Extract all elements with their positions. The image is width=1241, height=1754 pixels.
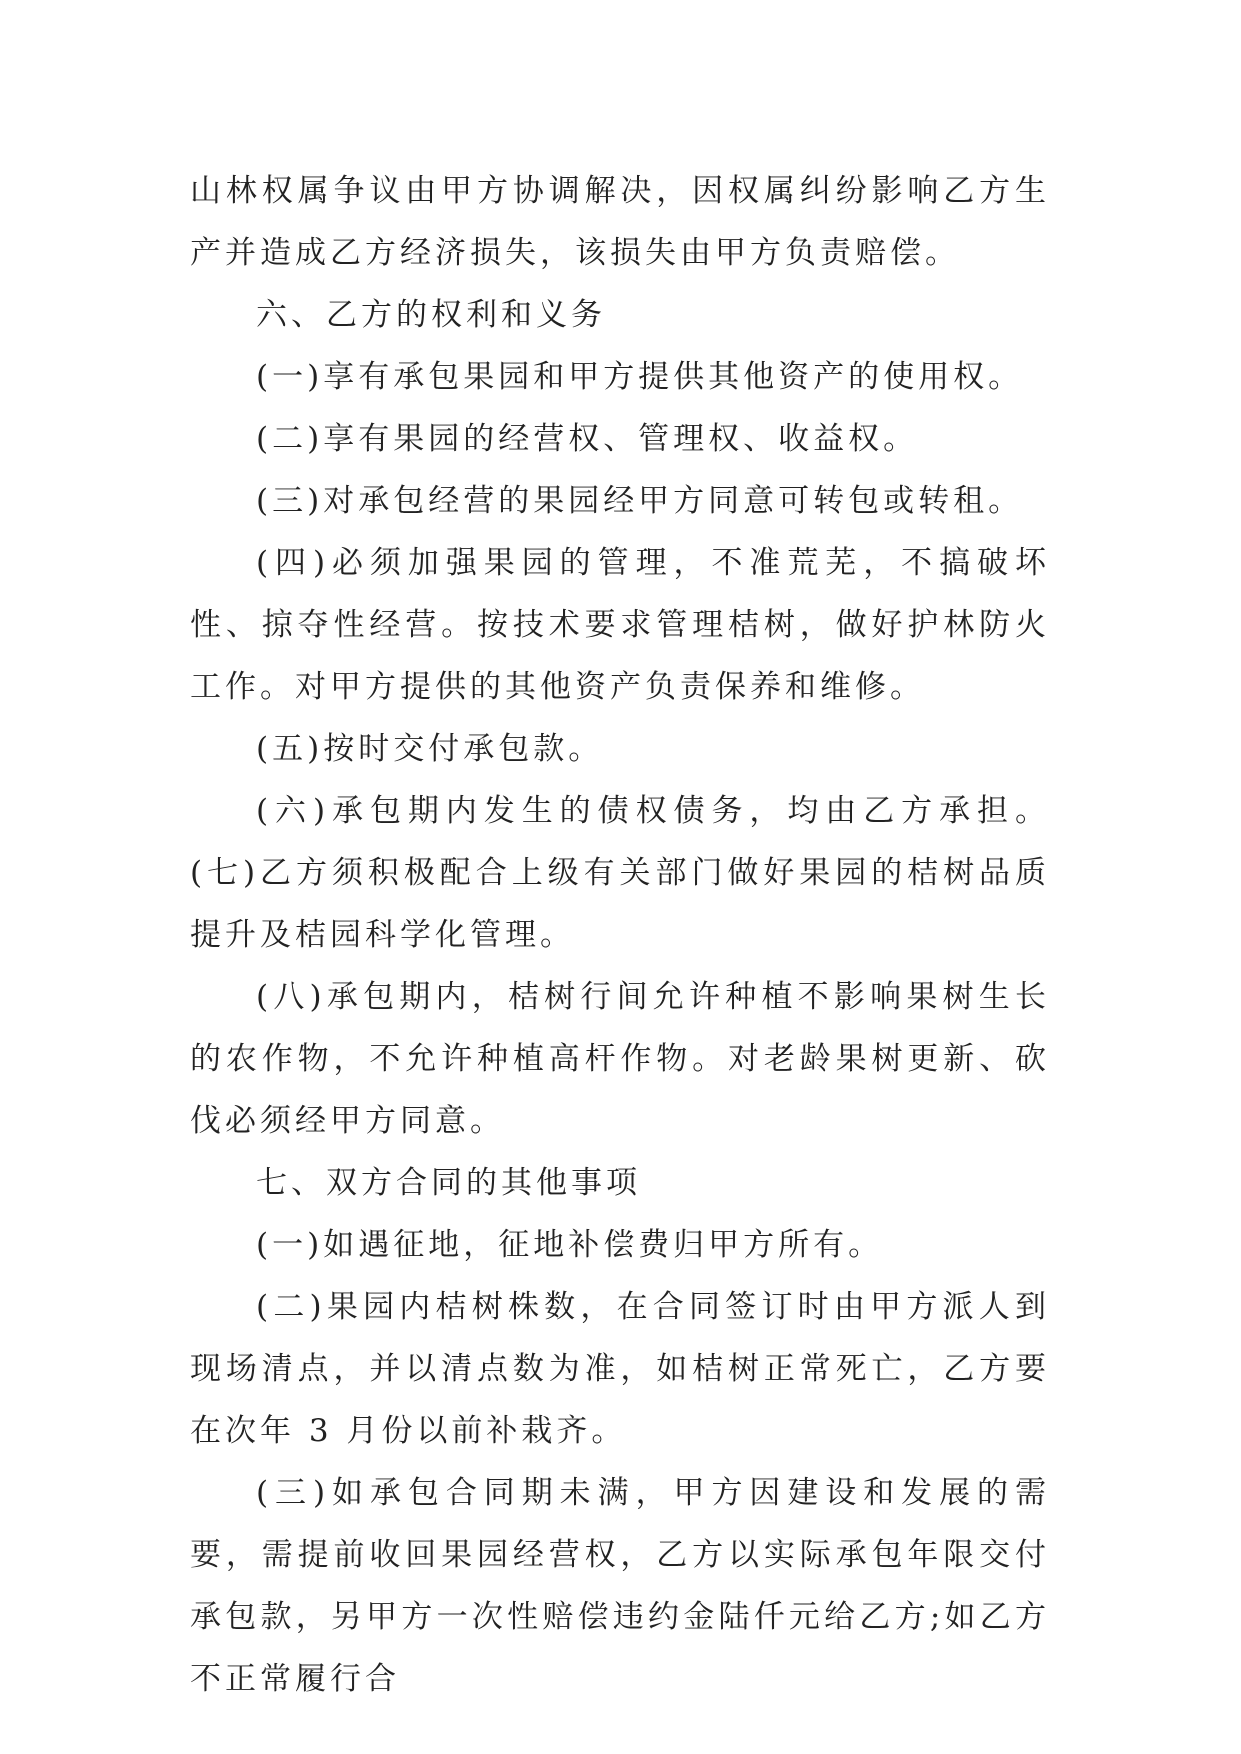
clause-7-2: (二)果园内桔树株数，在合同签订时由甲方派人到现场清点，并以清点数为准，如桔树正常死亡，乙方要在次年 3 月份以前补栽齐。 xyxy=(190,1289,1050,1449)
section-heading-party-b-rights: 六、乙方的权利和义务 xyxy=(256,297,606,333)
clause-6-5: (五)按时交付承包款。 xyxy=(256,731,604,767)
clause-7-1: (一)如遇征地，征地补偿费归甲方所有。 xyxy=(256,1227,884,1263)
clause-6-8: (八)承包期内，桔树行间允许种植不影响果树生长的农作物，不允许种植高杆作物。对老龄果树更新、砍伐必须经甲方同意。 xyxy=(190,979,1050,1139)
clause-7-3: (三)如承包合同期未满，甲方因建设和发展的需要，需提前收回果园经营权，乙方以实际承包年限交付承包款，另甲方一次性赔偿违约金陆仟元给乙方;如乙方不正常履行合 xyxy=(190,1475,1050,1697)
clause-6-6-and-7: (六)承包期内发生的债权债务，均由乙方承担。 (七)乙方须积极配合上级有关部门做好果园的桔树品质提升及桔园科学化管理。 xyxy=(190,793,1050,953)
document-body xyxy=(190,160,1050,1710)
clause-6-2: (二)享有果园的经营权、管理权、收益权。 xyxy=(256,421,919,457)
section-heading-other-matters: 七、双方合同的其他事项 xyxy=(256,1165,641,1201)
clause-6-3: (三)对承包经营的果园经甲方同意可转包或转租。 xyxy=(256,483,1024,519)
clause-6-1: (一)享有承包果园和甲方提供其他资产的使用权。 xyxy=(256,359,1024,395)
paragraph-dispute-resolution: 山林权属争议由甲方协调解决，因权属纠纷影响乙方生产并造成乙方经济损失，该损失由甲方负责赔偿。 xyxy=(190,173,1050,271)
clause-6-4: (四)必须加强果园的管理，不准荒芜，不搞破坏性、掠夺性经营。按技术要求管理桔树，做好护林防火工作。对甲方提供的其他资产负责保养和维修。 xyxy=(190,545,1050,705)
